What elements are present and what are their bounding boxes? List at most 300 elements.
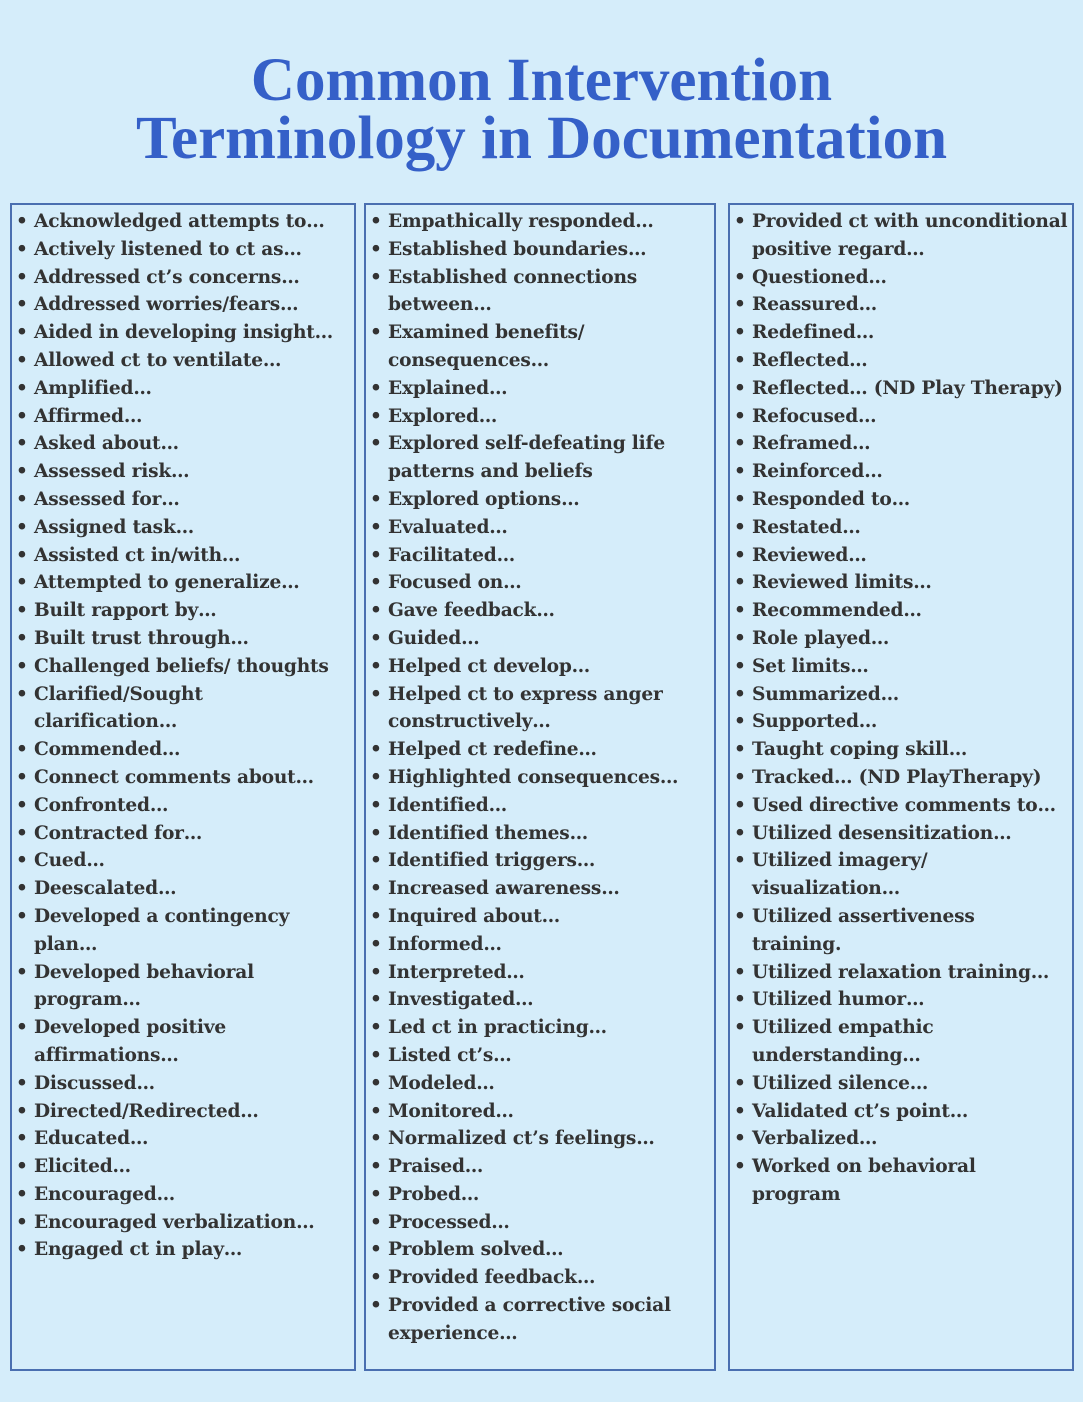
term-text: Utilized desensitization…	[752, 822, 1012, 844]
list-item	[370, 430, 710, 486]
list-item	[734, 430, 1068, 458]
term-text: Identified themes…	[388, 822, 588, 844]
term-text: Commended…	[34, 739, 181, 761]
bullet-icon: •	[734, 850, 746, 872]
bullet-icon: •	[734, 1072, 746, 1094]
list-item	[734, 264, 1068, 292]
term-text: Amplified…	[34, 377, 152, 399]
list-item	[734, 681, 1068, 709]
term-text: Worked on behavioral program	[752, 1156, 976, 1205]
bullet-icon: •	[16, 377, 28, 399]
bullet-icon: •	[734, 905, 746, 927]
bullet-icon: •	[734, 1017, 746, 1039]
list-item	[370, 1070, 710, 1098]
term-text: Utilized empathic understanding…	[752, 1017, 934, 1066]
bullet-icon: •	[370, 683, 382, 705]
term-text: Reinforced…	[752, 461, 883, 483]
term-text: Challenged beliefs/ thoughts	[34, 655, 329, 677]
list-item	[370, 792, 710, 820]
term-text: Led ct in practicing…	[388, 1017, 607, 1039]
term-text: Addressed ct’s concerns…	[34, 266, 300, 288]
bullet-icon: •	[370, 655, 382, 677]
term-text: Tracked… (ND PlayTherapy)	[752, 766, 1042, 788]
list-item	[734, 597, 1068, 625]
list-item	[370, 1209, 710, 1237]
list-item	[370, 653, 710, 681]
bullet-icon: •	[370, 1211, 382, 1233]
list-item	[734, 653, 1068, 681]
list-item	[370, 681, 710, 737]
list-item	[370, 1098, 710, 1126]
bullet-icon: •	[370, 1183, 382, 1205]
list-item	[734, 514, 1068, 542]
term-text: Allowed ct to ventilate…	[34, 349, 282, 371]
list-item	[370, 986, 710, 1014]
list-item	[370, 736, 710, 764]
bullet-icon: •	[370, 933, 382, 955]
term-text: Connect comments about…	[34, 766, 314, 788]
term-text: Used directive comments to…	[752, 794, 1056, 816]
bullet-icon: •	[16, 322, 28, 344]
bullet-icon: •	[16, 349, 28, 371]
list-item	[16, 1153, 350, 1181]
bullet-icon: •	[734, 322, 746, 344]
term-text: Reviewed…	[752, 544, 867, 566]
bullet-icon: •	[16, 461, 28, 483]
title-line-1: Common Intervention	[250, 47, 833, 114]
bullet-icon: •	[370, 1295, 382, 1317]
bullet-icon: •	[16, 627, 28, 649]
bullet-icon: •	[16, 572, 28, 594]
term-text: Clarified/Sought clarification…	[34, 683, 203, 733]
list-item	[16, 542, 350, 570]
term-text: Set limits…	[752, 655, 869, 677]
list-item	[370, 1236, 710, 1264]
term-text: Educated…	[34, 1128, 149, 1150]
term-text: Utilized assertiveness training.	[752, 905, 975, 955]
bullet-icon: •	[16, 211, 28, 232]
term-text: Explored self-defeating life patterns and beliefs	[388, 433, 665, 483]
list-item	[16, 681, 350, 737]
bullet-icon: •	[370, 739, 382, 761]
term-text: Responded to…	[752, 488, 910, 510]
bullet-icon: •	[16, 600, 28, 622]
bullet-icon: •	[16, 266, 28, 288]
bullet-icon: •	[16, 544, 28, 566]
bullet-icon: •	[16, 1156, 28, 1178]
term-text: Helped ct to express anger constructively…	[388, 683, 663, 733]
list-item	[734, 736, 1068, 764]
bullet-icon: •	[370, 794, 382, 816]
list-item	[734, 458, 1068, 486]
list-item	[734, 1070, 1068, 1098]
term-text: Monitored…	[388, 1100, 514, 1122]
term-text: Encouraged…	[34, 1183, 176, 1205]
list-item	[370, 1153, 710, 1181]
term-text: Focused on…	[388, 572, 522, 594]
term-text: Validated ct’s point…	[752, 1100, 969, 1122]
term-text: Reflected…	[752, 349, 868, 371]
bullet-icon: •	[734, 794, 746, 816]
bullet-icon: •	[734, 377, 746, 399]
list-item	[16, 236, 350, 264]
bullet-icon: •	[734, 655, 746, 677]
bullet-icon: •	[734, 683, 746, 705]
term-text: Discussed…	[34, 1072, 155, 1094]
term-text: Asked about…	[34, 433, 179, 455]
term-text: Reassured…	[752, 294, 878, 316]
term-text: Guided…	[388, 627, 480, 649]
list-item	[370, 931, 710, 959]
list-item	[16, 430, 350, 458]
bullet-icon: •	[370, 516, 382, 538]
term-text: Recommended…	[752, 600, 922, 622]
bullet-icon: •	[370, 627, 382, 649]
term-text: Provided feedback…	[388, 1267, 596, 1289]
bullet-icon: •	[734, 766, 746, 788]
bullet-icon: •	[370, 488, 382, 510]
list-item	[734, 1014, 1068, 1070]
term-text: Reframed…	[752, 433, 871, 455]
bullet-icon: •	[734, 572, 746, 594]
bullet-icon: •	[16, 683, 28, 705]
term-text: Assisted ct in/with…	[34, 544, 241, 566]
list-item	[16, 264, 350, 292]
term-text: Evaluated…	[388, 516, 508, 538]
term-text: Cued…	[34, 850, 105, 872]
bullet-icon: •	[16, 488, 28, 510]
bullet-icon: •	[370, 1100, 382, 1122]
bullet-icon: •	[734, 739, 746, 761]
bullet-icon: •	[16, 655, 28, 677]
term-text: Contracted for…	[34, 822, 203, 844]
term-text: Supported…	[752, 711, 878, 733]
term-text: Gave feedback…	[388, 600, 555, 622]
list-item	[16, 764, 350, 792]
bullet-icon: •	[16, 905, 28, 927]
term-text: Increased awareness…	[388, 878, 620, 900]
bullet-icon: •	[734, 294, 746, 316]
list-item	[370, 236, 710, 264]
bullet-icon: •	[734, 961, 746, 983]
bullet-icon: •	[370, 433, 382, 455]
list-item	[734, 820, 1068, 848]
term-text: Probed…	[388, 1183, 480, 1205]
bullet-icon: •	[370, 322, 382, 344]
list-item	[16, 903, 350, 959]
bullet-icon: •	[370, 905, 382, 927]
term-text: Acknowledged attempts to…	[34, 211, 325, 232]
list-item	[16, 625, 350, 653]
term-text: Role played…	[752, 627, 890, 649]
bullet-icon: •	[370, 266, 382, 288]
bullet-icon: •	[370, 1017, 382, 1039]
list-item	[370, 1125, 710, 1153]
bullet-icon: •	[16, 822, 28, 844]
term-text: Directed/Redirected…	[34, 1100, 259, 1122]
bullet-icon: •	[734, 349, 746, 371]
bullet-icon: •	[734, 989, 746, 1011]
term-text: Verbalized…	[752, 1128, 878, 1150]
bullet-icon: •	[734, 822, 746, 844]
list-item	[16, 1209, 350, 1237]
list-item	[734, 569, 1068, 597]
bullet-icon: •	[16, 433, 28, 455]
bullet-icon: •	[734, 433, 746, 455]
bullet-icon: •	[16, 1100, 28, 1122]
term-text: Aided in developing insight…	[34, 322, 334, 344]
list-item	[734, 792, 1068, 820]
term-text: Provided a corrective social experience…	[388, 1295, 671, 1344]
bullet-icon: •	[734, 627, 746, 649]
bullet-icon: •	[734, 711, 746, 733]
bullet-icon: •	[16, 739, 28, 761]
term-text: Examined benefits/ consequences…	[388, 322, 585, 371]
bullet-icon: •	[16, 1239, 28, 1261]
list-item	[16, 1070, 350, 1098]
term-text: Highlighted consequences…	[388, 766, 679, 788]
list-item	[370, 847, 710, 875]
list-item	[16, 820, 350, 848]
term-text: Provided ct with unconditional positive regard…	[752, 211, 1068, 260]
list-item	[734, 708, 1068, 736]
term-text: Elicited…	[34, 1156, 131, 1178]
bullet-icon: •	[16, 1017, 28, 1039]
list-item	[16, 569, 350, 597]
list-item	[734, 347, 1068, 375]
list-item	[16, 653, 350, 681]
list-item	[370, 542, 710, 570]
list-item	[734, 903, 1068, 959]
list-item	[16, 208, 350, 236]
list-item	[370, 1042, 710, 1070]
list-item	[370, 1014, 710, 1042]
list-item	[370, 486, 710, 514]
bullet-icon: •	[16, 516, 28, 538]
term-text: Inquired about…	[388, 905, 561, 927]
bullet-icon: •	[370, 850, 382, 872]
term-text: Attempted to generalize…	[34, 572, 300, 594]
bullet-icon: •	[370, 961, 382, 983]
bullet-icon: •	[370, 405, 382, 427]
bullet-icon: •	[16, 405, 28, 427]
title-line-2: Terminology in Documentation	[135, 105, 948, 172]
bullet-icon: •	[734, 488, 746, 510]
list-item	[16, 291, 350, 319]
term-text: Engaged ct in play…	[34, 1239, 243, 1261]
list-item	[16, 347, 350, 375]
term-text: Deescalated…	[34, 878, 177, 900]
terms-column-1	[10, 203, 356, 1371]
term-text: Identified triggers…	[388, 850, 596, 872]
bullet-icon: •	[370, 989, 382, 1011]
term-text: Developed behavioral program…	[34, 961, 254, 1011]
term-text: Problem solved…	[388, 1239, 564, 1261]
term-text: Confronted…	[34, 794, 169, 816]
list-item	[370, 1181, 710, 1209]
term-text: Modeled…	[388, 1072, 495, 1094]
bullet-icon: •	[734, 211, 746, 232]
term-text: Developed a contingency plan…	[34, 905, 290, 955]
term-text: Built trust through…	[34, 627, 249, 649]
bullet-icon: •	[370, 1267, 382, 1289]
term-text: Reviewed limits…	[752, 572, 932, 594]
term-text: Assessed for…	[34, 488, 180, 510]
bullet-icon: •	[370, 377, 382, 399]
term-text: Praised…	[388, 1156, 484, 1178]
bullet-icon: •	[370, 1156, 382, 1178]
term-text: Interpreted…	[388, 961, 525, 983]
bullet-icon: •	[370, 1239, 382, 1261]
list-item	[16, 792, 350, 820]
term-text: Informed…	[388, 933, 502, 955]
term-text: Explained…	[388, 377, 508, 399]
bullet-icon: •	[734, 1156, 746, 1178]
list-item	[16, 875, 350, 903]
list-item	[370, 208, 710, 236]
bullet-icon: •	[734, 544, 746, 566]
terms-column-2	[364, 203, 716, 1371]
bullet-icon: •	[370, 572, 382, 594]
list-item	[370, 514, 710, 542]
page-title	[0, 47, 1083, 172]
list-item	[734, 208, 1068, 264]
list-item	[370, 1292, 710, 1348]
list-item	[734, 403, 1068, 431]
term-text: Investigated…	[388, 989, 534, 1011]
bullet-icon: •	[370, 544, 382, 566]
term-text: Questioned…	[752, 266, 887, 288]
list-item	[16, 514, 350, 542]
term-text: Utilized silence…	[752, 1072, 929, 1094]
list-item	[370, 375, 710, 403]
term-text: Helped ct redefine…	[388, 739, 597, 761]
term-text: Encouraged verbalization…	[34, 1211, 315, 1233]
bullet-icon: •	[16, 878, 28, 900]
list-item	[370, 959, 710, 987]
bullet-icon: •	[370, 238, 382, 260]
list-item	[734, 1098, 1068, 1126]
term-text: Refocused…	[752, 405, 877, 427]
list-item	[16, 403, 350, 431]
term-text: Developed positive affirmations…	[34, 1017, 226, 1066]
bullet-icon: •	[370, 1128, 382, 1150]
list-item	[16, 375, 350, 403]
bullet-icon: •	[370, 878, 382, 900]
bullet-icon: •	[734, 600, 746, 622]
list-item	[16, 1098, 350, 1126]
bullet-icon: •	[370, 766, 382, 788]
term-text: Utilized imagery/ visualization…	[752, 850, 928, 900]
list-item	[16, 847, 350, 875]
list-item	[370, 319, 710, 375]
term-text: Assigned task…	[34, 516, 195, 538]
list-item	[370, 403, 710, 431]
list-item	[16, 736, 350, 764]
list-item	[734, 319, 1068, 347]
term-text: Addressed worries/fears…	[34, 294, 299, 316]
list-item	[370, 597, 710, 625]
list-item	[734, 486, 1068, 514]
term-text: Restated…	[752, 516, 861, 538]
bullet-icon: •	[16, 294, 28, 316]
bullet-icon: •	[16, 238, 28, 260]
list-item	[16, 458, 350, 486]
term-text: Established connections between…	[388, 266, 638, 316]
list-item	[370, 569, 710, 597]
list-item	[16, 959, 350, 1015]
bullet-icon: •	[734, 266, 746, 288]
bullet-icon: •	[734, 405, 746, 427]
term-text: Processed…	[388, 1211, 510, 1233]
term-text: Redefined…	[752, 322, 875, 344]
term-text: Summarized…	[752, 683, 899, 705]
term-text: Explored options…	[388, 488, 580, 510]
term-text: Assessed risk…	[34, 461, 190, 483]
term-text: Actively listened to ct as…	[34, 238, 302, 260]
list-item	[16, 1125, 350, 1153]
bullet-icon: •	[16, 794, 28, 816]
bullet-icon: •	[370, 1072, 382, 1094]
bullet-icon: •	[370, 822, 382, 844]
list-item	[734, 847, 1068, 903]
bullet-icon: •	[16, 1211, 28, 1233]
list-item	[370, 903, 710, 931]
list-item	[734, 764, 1068, 792]
bullet-icon: •	[16, 766, 28, 788]
bullet-icon: •	[734, 516, 746, 538]
list-item	[734, 542, 1068, 570]
list-item	[16, 597, 350, 625]
bullet-icon: •	[16, 961, 28, 983]
term-text: Listed ct’s…	[388, 1044, 512, 1066]
list-item	[734, 986, 1068, 1014]
list-item	[16, 1236, 350, 1264]
list-item	[734, 625, 1068, 653]
bullet-icon: •	[370, 211, 382, 232]
list-item	[370, 820, 710, 848]
term-text: Facilitated…	[388, 544, 515, 566]
list-item	[16, 1014, 350, 1070]
list-item	[734, 959, 1068, 987]
list-item	[734, 291, 1068, 319]
bullet-icon: •	[16, 850, 28, 872]
list-item	[370, 1264, 710, 1292]
term-text: Utilized relaxation training…	[752, 961, 1050, 983]
term-text: Established boundaries…	[388, 238, 647, 260]
bullet-icon: •	[16, 1128, 28, 1150]
term-text: Normalized ct’s feelings…	[388, 1128, 655, 1150]
bullet-icon: •	[16, 1072, 28, 1094]
bullet-icon: •	[734, 1100, 746, 1122]
term-text: Affirmed…	[34, 405, 143, 427]
bullet-icon: •	[734, 461, 746, 483]
term-text: Built rapport by…	[34, 600, 217, 622]
list-item	[734, 1125, 1068, 1153]
list-item	[16, 486, 350, 514]
list-item	[370, 625, 710, 653]
bullet-icon: •	[16, 1183, 28, 1205]
terms-column-3	[728, 203, 1074, 1371]
list-item	[16, 319, 350, 347]
list-item	[370, 875, 710, 903]
list-item	[734, 1153, 1068, 1209]
term-text: Helped ct develop…	[388, 655, 591, 677]
term-text: Empathically responded…	[388, 211, 654, 232]
term-text: Identified…	[388, 794, 507, 816]
bullet-icon: •	[370, 600, 382, 622]
term-text: Reflected… (ND Play Therapy)	[752, 377, 1063, 399]
